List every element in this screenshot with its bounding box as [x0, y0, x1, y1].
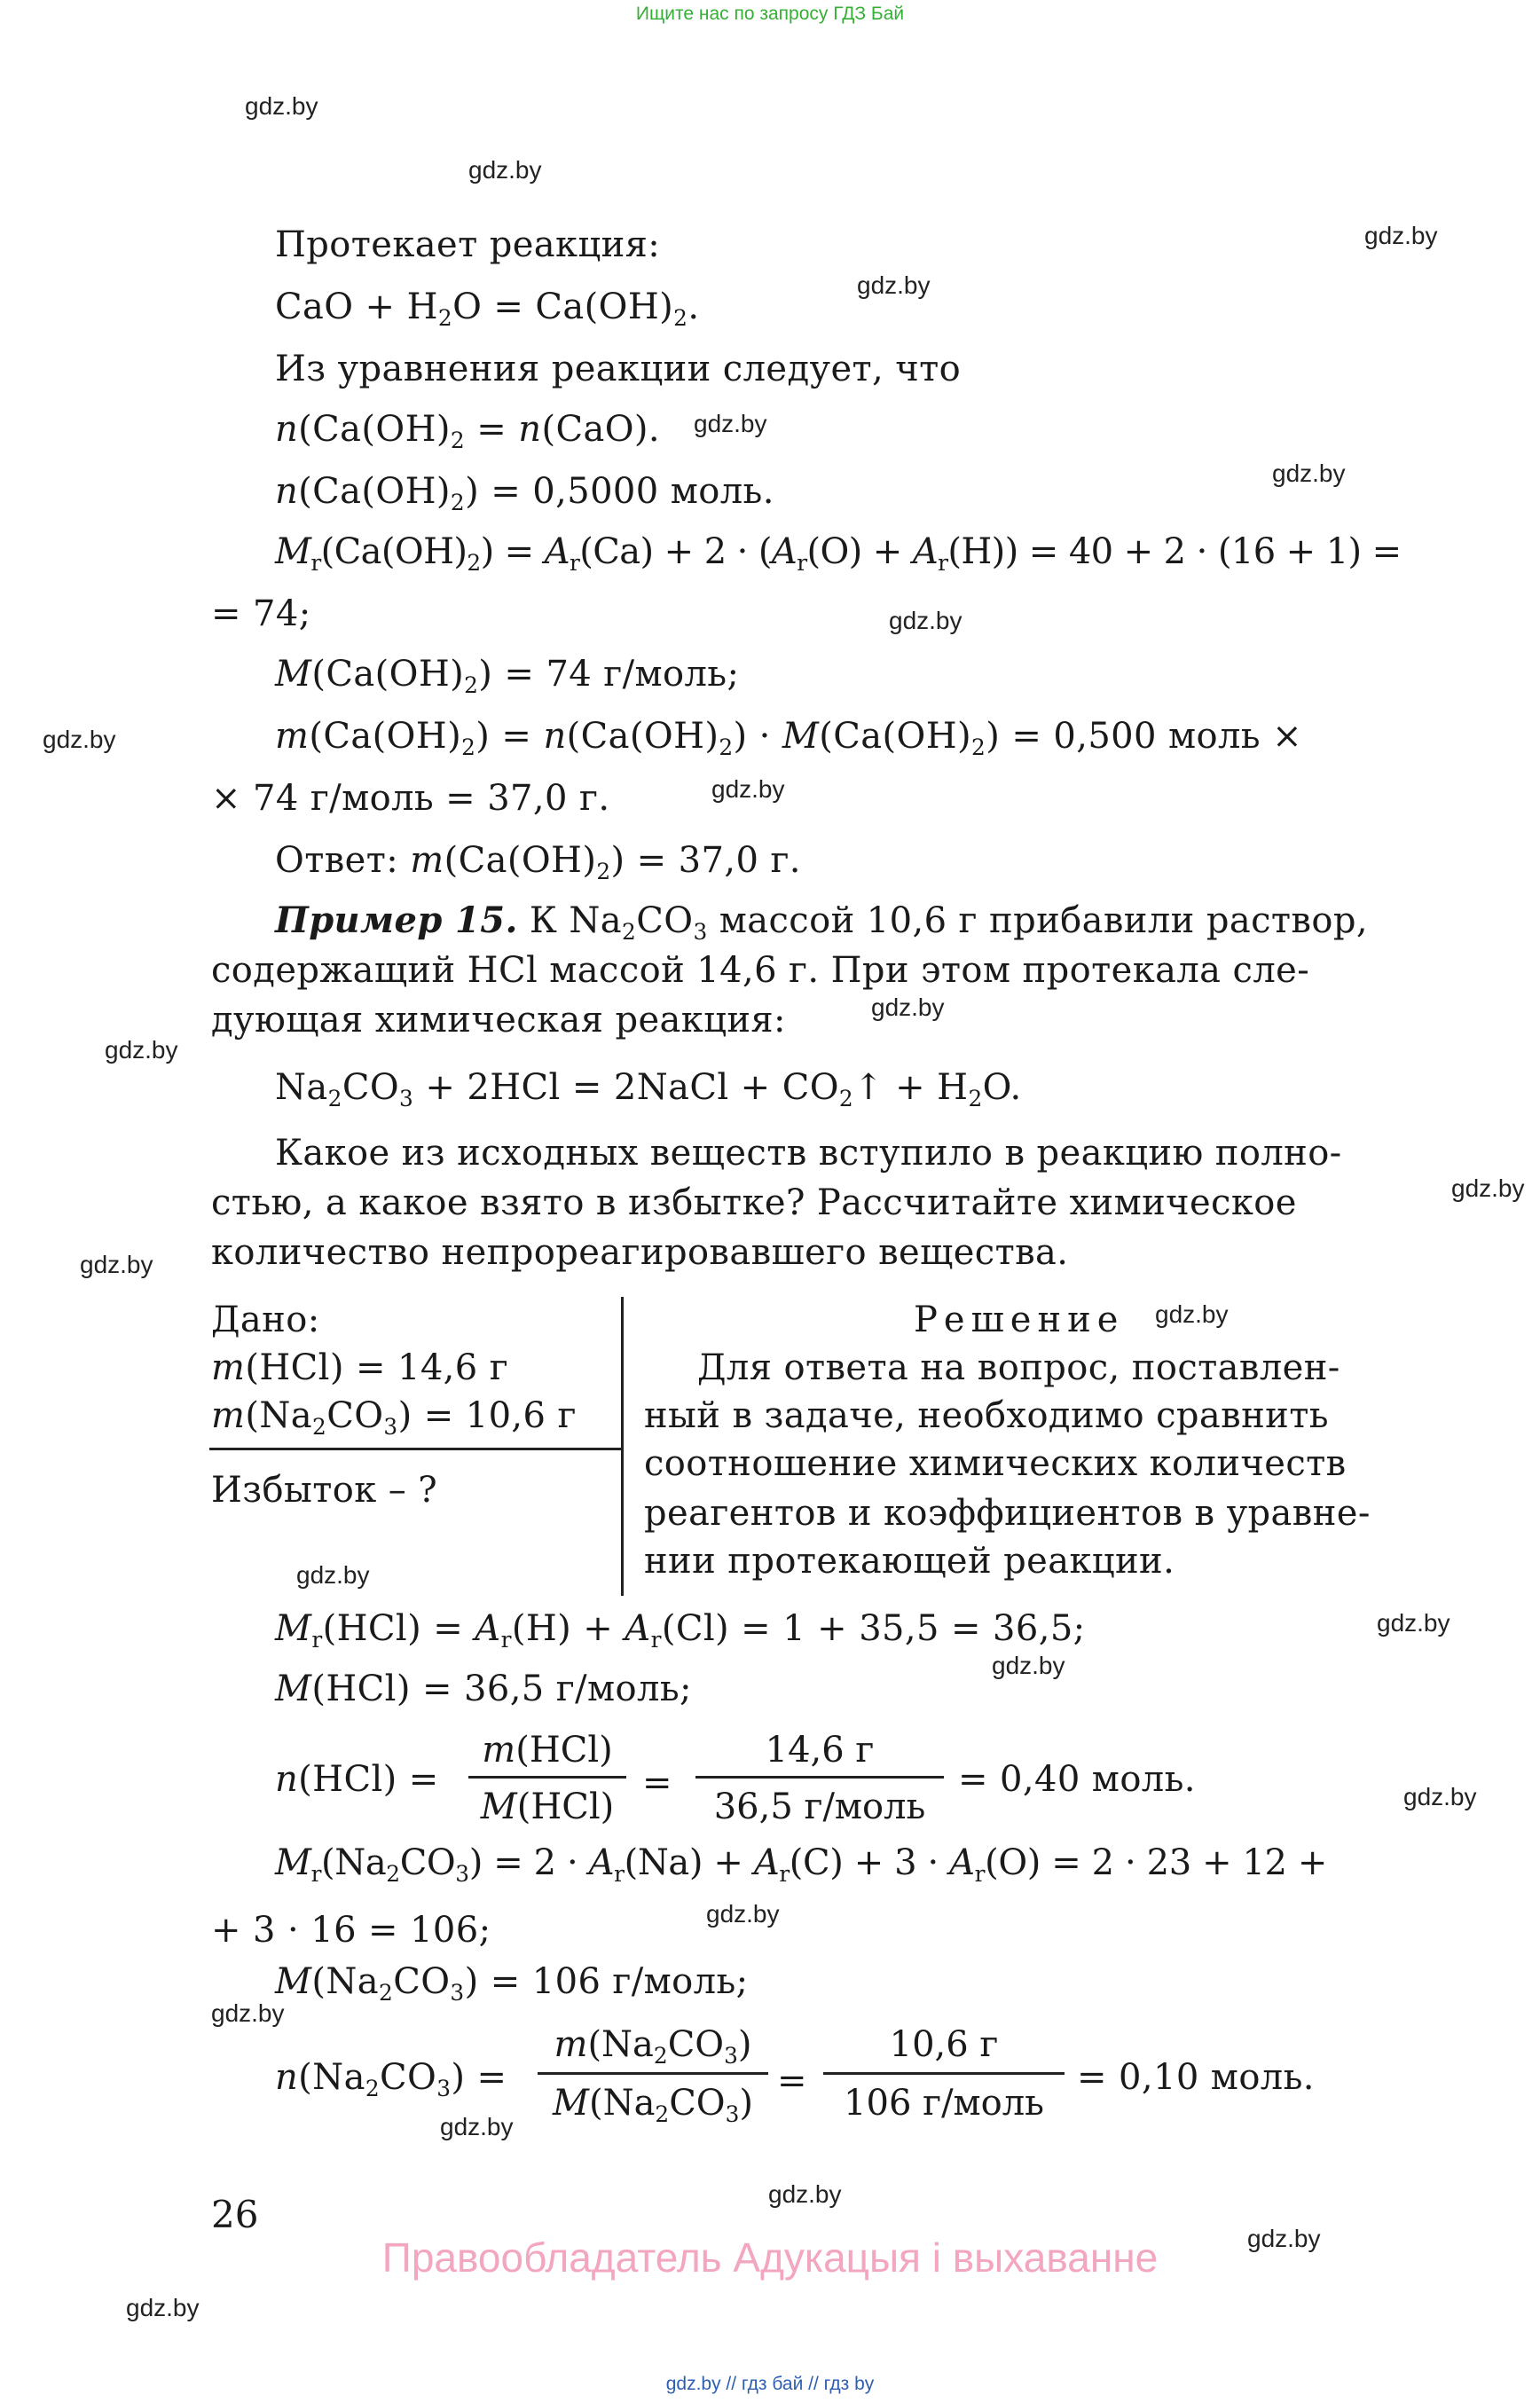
watermark: gdz.by — [80, 1251, 153, 1278]
fraction-bar — [538, 2072, 768, 2075]
page-number: 26 — [211, 2193, 259, 2236]
fraction-numerator: 14,6 г — [765, 1730, 875, 1771]
watermark: gdz.by — [1247, 2225, 1321, 2252]
watermark: gdz.by — [992, 1652, 1065, 1679]
fraction-numerator: $m(Na_2CO_3)$ — [554, 2024, 752, 2069]
equals-sign: = — [642, 1763, 672, 1803]
watermark: gdz.by — [105, 1036, 178, 1064]
watermark: gdz.by — [1155, 1300, 1229, 1328]
watermark: gdz.by — [43, 726, 116, 753]
equation-line: × 74 г/моль = 37,0 г. — [211, 778, 610, 819]
equation-line: M(HCl) = 36,5 г/моль; — [275, 1669, 692, 1709]
equation-line: $M_r(Na_2CO_3) = 2 \cdot A_r(Na) + A_r(C) + 3 \cdot A_r(O) = 2 \cdot 23 + 12$ + — [275, 1842, 1328, 1887]
given-divider-vertical — [621, 1297, 624, 1596]
fraction-numerator: 10,6 г — [889, 2024, 999, 2065]
fraction-values-hcl — [695, 1730, 944, 1829]
result-value: = 0,40 моль. — [958, 1759, 1196, 1800]
equation-line: = 74; — [211, 593, 311, 634]
watermark: gdz.by — [211, 1999, 285, 2027]
fraction-denominator: 36,5 г/моль — [713, 1787, 926, 1827]
equation-line: $M_r(Ca(OH)_2) = A_r(Ca) + 2 \cdot (A_r(O) + A_r(H)) = 40 + 2 \cdot (16 + 1)$ = — [275, 531, 1402, 576]
equation-line: $M(Ca(OH)_2) = 74$ г/моль; — [275, 654, 740, 698]
text-line: содержащий HCl массой 14,6 г. При этом протекала сле- — [211, 950, 1310, 991]
text-line: Какое из исходных веществ вступило в реакцию полно- — [275, 1133, 1342, 1174]
fraction-mass-molar-na2co3 — [538, 2024, 768, 2127]
text-line: количество непрореагировавшего вещества. — [211, 1232, 1069, 1273]
equation-line: $n(Na_2CO_3)$ = — [275, 2057, 507, 2101]
equation-line: $m(Ca(OH)_2) = n(Ca(OH)_2) \cdot M(Ca(OH)_2) = 0,500$ моль × — [275, 716, 1302, 760]
fraction-bar — [695, 1776, 944, 1779]
watermark: gdz.by — [889, 607, 962, 634]
watermark: gdz.by — [126, 2294, 200, 2321]
watermark: gdz.by — [711, 775, 785, 803]
solution-text: нии протекающей реакции. — [644, 1541, 1175, 1582]
watermark: gdz.by — [694, 410, 767, 437]
text-line: дующая химическая реакция: — [211, 1000, 786, 1041]
watermark: gdz.by — [706, 1900, 780, 1928]
copyright-holder: Правообладатель Адукацыя і выхаванне — [381, 2234, 1159, 2281]
watermark: gdz.by — [245, 92, 318, 120]
watermark: gdz.by — [1403, 1783, 1477, 1810]
equation-line: $n(Ca(OH)_2 = n(CaO)$. — [275, 409, 661, 453]
equation-line: CaO + $H_2O = Ca(OH)_2$. — [275, 287, 700, 331]
fraction-bar — [823, 2072, 1065, 2075]
fraction-numerator: m(HCl) — [482, 1730, 613, 1771]
example-heading: Пример 15. К $Na_2CO_3$ массой 10,6 г прибавили раствор, — [275, 899, 1368, 945]
watermark: gdz.by — [871, 993, 945, 1021]
find-item: Избыток – ? — [211, 1470, 438, 1511]
watermark: gdz.by — [1377, 1609, 1450, 1637]
equation-line: n(HCl) = — [275, 1759, 439, 1800]
fraction-mass-molar-hcl — [468, 1730, 626, 1829]
fraction-values-na2co3 — [823, 2024, 1065, 2127]
equation-line: + 3 · 16 = 106; — [211, 1910, 491, 1951]
solution-text: ный в задаче, необходимо сравнить — [644, 1395, 1329, 1436]
text-line: Из уравнения реакции следует, что — [275, 349, 962, 389]
solution-text: Для ответа на вопрос, поставлен- — [697, 1347, 1340, 1388]
footer-links[interactable]: gdz.by // гдз бай // гдз by — [665, 2374, 875, 2394]
solution-text: соотношение химических количеств — [644, 1443, 1347, 1484]
equation-line: $n(Ca(OH)_2) = 0,5000$ моль. — [275, 471, 774, 515]
watermark: gdz.by — [857, 271, 931, 299]
equation-line: $Na_2CO_3 + 2HCl$ = 2NaCl + $CO_2↑ + H_2O$. — [275, 1067, 1022, 1111]
fraction-denominator: $M(Na_2CO_3)$ — [553, 2083, 753, 2127]
given-title: Дано: — [211, 1300, 320, 1340]
watermark: gdz.by — [1451, 1174, 1525, 1202]
answer-line: Ответ: $m(Ca(OH)_2) = 37,0$ г. — [275, 840, 801, 884]
top-banner: Ищите нас по запросу ГДЗ Бай — [635, 4, 905, 24]
watermark: gdz.by — [296, 1561, 370, 1589]
fraction-bar — [468, 1776, 626, 1779]
equation-line: $M_r(HCl) = A_r(H) + A_r(Cl) = 1 + 35,5 = 36,5$; — [275, 1608, 1086, 1653]
text-line: Протекает реакция: — [275, 224, 661, 265]
given-item: m(HCl) = 14,6 г — [211, 1347, 509, 1388]
text-line: стью, а какое взято в избытке? Рассчитайте химическое — [211, 1182, 1297, 1223]
fraction-denominator: M(HCl) — [480, 1787, 615, 1827]
solution-text: реагентов и коэффициентов в уравне- — [644, 1493, 1371, 1534]
equals-sign: = — [777, 2061, 807, 2101]
solution-title: Решение — [914, 1300, 1125, 1340]
result-value: = 0,10 моль. — [1077, 2057, 1315, 2098]
watermark: gdz.by — [1272, 459, 1346, 487]
watermark: gdz.by — [1364, 222, 1438, 249]
fraction-denominator: 106 г/моль — [844, 2083, 1044, 2124]
watermark: gdz.by — [468, 156, 542, 184]
watermark: gdz.by — [440, 2113, 514, 2140]
equation-line: $M(Na_2CO_3) = 106$ г/моль; — [275, 1961, 749, 2006]
given-divider-horizontal — [209, 1448, 623, 1450]
given-item: $m(Na_2CO_3) = 10,6$ г — [211, 1395, 577, 1440]
watermark: gdz.by — [768, 2180, 842, 2208]
